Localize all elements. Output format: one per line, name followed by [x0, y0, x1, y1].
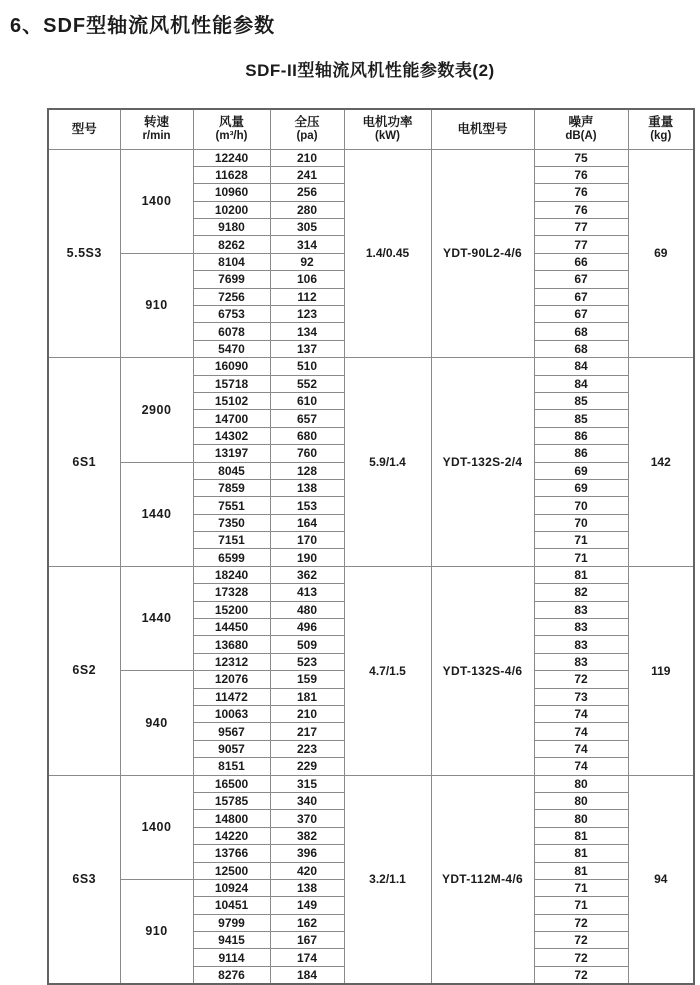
table-row — [48, 566, 694, 583]
flow-cell: 11472 — [193, 688, 270, 705]
flow-cell: 7151 — [193, 532, 270, 549]
pressure-cell: 184 — [270, 966, 344, 984]
pressure-cell: 128 — [270, 462, 344, 479]
motor-cell: YDT-132S-4/6 — [431, 566, 534, 775]
noise-cell: 80 — [534, 810, 628, 827]
noise-cell: 70 — [534, 514, 628, 531]
flow-cell: 10200 — [193, 201, 270, 218]
noise-cell: 83 — [534, 601, 628, 618]
pressure-cell: 496 — [270, 619, 344, 636]
pressure-cell: 760 — [270, 445, 344, 462]
flow-cell: 8104 — [193, 253, 270, 270]
pressure-cell: 256 — [270, 184, 344, 201]
flow-cell: 15200 — [193, 601, 270, 618]
noise-cell: 83 — [534, 619, 628, 636]
noise-cell: 80 — [534, 775, 628, 792]
noise-cell: 69 — [534, 479, 628, 496]
pressure-cell: 149 — [270, 897, 344, 914]
speed-cell: 1440 — [120, 566, 193, 670]
flow-cell: 14302 — [193, 427, 270, 444]
speed-cell: 2900 — [120, 358, 193, 462]
model-cell: 6S2 — [48, 566, 120, 775]
noise-cell: 72 — [534, 914, 628, 931]
header-cell: 全压 (pa) — [270, 109, 344, 149]
header-cell: 重量 (kg) — [628, 109, 694, 149]
header-cell: 噪声 dB(A) — [534, 109, 628, 149]
motor-cell: YDT-112M-4/6 — [431, 775, 534, 984]
pressure-cell: 223 — [270, 740, 344, 757]
noise-cell: 74 — [534, 723, 628, 740]
weight-cell: 69 — [628, 149, 694, 358]
noise-cell: 86 — [534, 427, 628, 444]
noise-cell: 80 — [534, 792, 628, 809]
flow-cell: 12312 — [193, 653, 270, 670]
table-row — [48, 775, 694, 792]
pressure-cell: 657 — [270, 410, 344, 427]
power-cell: 1.4/0.45 — [344, 149, 431, 358]
page-title: 6、SDF型轴流风机性能参数 — [10, 15, 276, 37]
noise-cell: 71 — [534, 897, 628, 914]
pressure-cell: 314 — [270, 236, 344, 253]
table-body — [48, 149, 694, 984]
noise-cell: 85 — [534, 410, 628, 427]
flow-cell: 9567 — [193, 723, 270, 740]
pressure-cell: 170 — [270, 532, 344, 549]
noise-cell: 67 — [534, 306, 628, 323]
flow-cell: 12240 — [193, 149, 270, 166]
flow-cell: 15102 — [193, 392, 270, 409]
flow-cell: 14700 — [193, 410, 270, 427]
pressure-cell: 396 — [270, 845, 344, 862]
noise-cell: 71 — [534, 549, 628, 566]
flow-cell: 14800 — [193, 810, 270, 827]
pressure-cell: 480 — [270, 601, 344, 618]
noise-cell: 71 — [534, 532, 628, 549]
flow-cell: 7256 — [193, 288, 270, 305]
pressure-cell: 174 — [270, 949, 344, 966]
noise-cell: 71 — [534, 879, 628, 896]
flow-cell: 6599 — [193, 549, 270, 566]
noise-cell: 76 — [534, 166, 628, 183]
pressure-cell: 106 — [270, 271, 344, 288]
flow-cell: 13680 — [193, 636, 270, 653]
table-row — [48, 149, 694, 166]
flow-cell: 16090 — [193, 358, 270, 375]
pressure-cell: 92 — [270, 253, 344, 270]
flow-cell: 9799 — [193, 914, 270, 931]
pressure-cell: 159 — [270, 671, 344, 688]
pressure-cell: 123 — [270, 306, 344, 323]
noise-cell: 76 — [534, 184, 628, 201]
pressure-cell: 362 — [270, 566, 344, 583]
flow-cell: 7859 — [193, 479, 270, 496]
noise-cell: 84 — [534, 375, 628, 392]
noise-cell: 72 — [534, 966, 628, 984]
flow-cell: 5470 — [193, 340, 270, 357]
flow-cell: 9180 — [193, 219, 270, 236]
noise-cell: 86 — [534, 445, 628, 462]
noise-cell: 77 — [534, 236, 628, 253]
speed-cell: 910 — [120, 879, 193, 984]
pressure-cell: 162 — [270, 914, 344, 931]
noise-cell: 84 — [534, 358, 628, 375]
motor-cell: YDT-90L2-4/6 — [431, 149, 534, 358]
flow-cell: 9415 — [193, 932, 270, 949]
noise-cell: 75 — [534, 149, 628, 166]
pressure-cell: 210 — [270, 149, 344, 166]
pressure-cell: 610 — [270, 392, 344, 409]
noise-cell: 72 — [534, 949, 628, 966]
pressure-cell: 153 — [270, 497, 344, 514]
pressure-cell: 305 — [270, 219, 344, 236]
noise-cell: 77 — [534, 219, 628, 236]
noise-cell: 82 — [534, 584, 628, 601]
flow-cell: 15718 — [193, 375, 270, 392]
pressure-cell: 420 — [270, 862, 344, 879]
noise-cell: 74 — [534, 740, 628, 757]
model-cell: 5.5S3 — [48, 149, 120, 358]
model-cell: 6S3 — [48, 775, 120, 984]
flow-cell: 7551 — [193, 497, 270, 514]
noise-cell: 74 — [534, 706, 628, 723]
noise-cell: 81 — [534, 845, 628, 862]
noise-cell: 66 — [534, 253, 628, 270]
noise-cell: 68 — [534, 340, 628, 357]
flow-cell: 18240 — [193, 566, 270, 583]
table-title: SDF-II型轴流风机性能参数表(2) — [245, 61, 495, 80]
flow-cell: 7350 — [193, 514, 270, 531]
flow-cell: 8151 — [193, 758, 270, 775]
speed-cell: 940 — [120, 671, 193, 775]
flow-cell: 8276 — [193, 966, 270, 984]
pressure-cell: 138 — [270, 879, 344, 896]
flow-cell: 10063 — [193, 706, 270, 723]
noise-cell: 74 — [534, 758, 628, 775]
flow-cell: 11628 — [193, 166, 270, 183]
pressure-cell: 164 — [270, 514, 344, 531]
pressure-cell: 229 — [270, 758, 344, 775]
pressure-cell: 217 — [270, 723, 344, 740]
pressure-cell: 190 — [270, 549, 344, 566]
pressure-cell: 137 — [270, 340, 344, 357]
pressure-cell: 167 — [270, 932, 344, 949]
flow-cell: 15785 — [193, 792, 270, 809]
header-row — [48, 109, 694, 149]
header-cell: 转速 r/min — [120, 109, 193, 149]
performance-table — [47, 108, 695, 985]
flow-cell: 13197 — [193, 445, 270, 462]
flow-cell: 14220 — [193, 827, 270, 844]
flow-cell: 10960 — [193, 184, 270, 201]
noise-cell: 72 — [534, 671, 628, 688]
pressure-cell: 280 — [270, 201, 344, 218]
pressure-cell: 241 — [270, 166, 344, 183]
pressure-cell: 370 — [270, 810, 344, 827]
speed-cell: 1400 — [120, 775, 193, 879]
noise-cell: 70 — [534, 497, 628, 514]
pressure-cell: 523 — [270, 653, 344, 670]
noise-cell: 81 — [534, 827, 628, 844]
model-cell: 6S1 — [48, 358, 120, 567]
flow-cell: 9114 — [193, 949, 270, 966]
noise-cell: 67 — [534, 271, 628, 288]
power-cell: 4.7/1.5 — [344, 566, 431, 775]
flow-cell: 12076 — [193, 671, 270, 688]
speed-cell: 910 — [120, 253, 193, 357]
noise-cell: 81 — [534, 862, 628, 879]
pressure-cell: 382 — [270, 827, 344, 844]
header-cell: 型号 — [48, 109, 120, 149]
flow-cell: 8262 — [193, 236, 270, 253]
pressure-cell: 138 — [270, 479, 344, 496]
weight-cell: 142 — [628, 358, 694, 567]
pressure-cell: 181 — [270, 688, 344, 705]
pressure-cell: 112 — [270, 288, 344, 305]
header-cell: 电机功率 (kW) — [344, 109, 431, 149]
pressure-cell: 315 — [270, 775, 344, 792]
weight-cell: 94 — [628, 775, 694, 984]
noise-cell: 73 — [534, 688, 628, 705]
pressure-cell: 509 — [270, 636, 344, 653]
pressure-cell: 340 — [270, 792, 344, 809]
header-cell: 风量 (m³/h) — [193, 109, 270, 149]
table-row — [48, 358, 694, 375]
pressure-cell: 510 — [270, 358, 344, 375]
table-header — [48, 109, 694, 149]
flow-cell: 7699 — [193, 271, 270, 288]
noise-cell: 83 — [534, 636, 628, 653]
noise-cell: 76 — [534, 201, 628, 218]
pressure-cell: 134 — [270, 323, 344, 340]
noise-cell: 72 — [534, 932, 628, 949]
pressure-cell: 552 — [270, 375, 344, 392]
flow-cell: 8045 — [193, 462, 270, 479]
flow-cell: 6753 — [193, 306, 270, 323]
noise-cell: 83 — [534, 653, 628, 670]
header-cell: 电机型号 — [431, 109, 534, 149]
flow-cell: 9057 — [193, 740, 270, 757]
noise-cell: 85 — [534, 392, 628, 409]
weight-cell: 119 — [628, 566, 694, 775]
flow-cell: 16500 — [193, 775, 270, 792]
noise-cell: 67 — [534, 288, 628, 305]
power-cell: 3.2/1.1 — [344, 775, 431, 984]
noise-cell: 69 — [534, 462, 628, 479]
flow-cell: 6078 — [193, 323, 270, 340]
flow-cell: 17328 — [193, 584, 270, 601]
speed-cell: 1440 — [120, 462, 193, 566]
pressure-cell: 680 — [270, 427, 344, 444]
noise-cell: 68 — [534, 323, 628, 340]
motor-cell: YDT-132S-2/4 — [431, 358, 534, 567]
flow-cell: 10924 — [193, 879, 270, 896]
pressure-cell: 210 — [270, 706, 344, 723]
flow-cell: 13766 — [193, 845, 270, 862]
power-cell: 5.9/1.4 — [344, 358, 431, 567]
pressure-cell: 413 — [270, 584, 344, 601]
speed-cell: 1400 — [120, 149, 193, 253]
flow-cell: 14450 — [193, 619, 270, 636]
flow-cell: 10451 — [193, 897, 270, 914]
noise-cell: 81 — [534, 566, 628, 583]
flow-cell: 12500 — [193, 862, 270, 879]
